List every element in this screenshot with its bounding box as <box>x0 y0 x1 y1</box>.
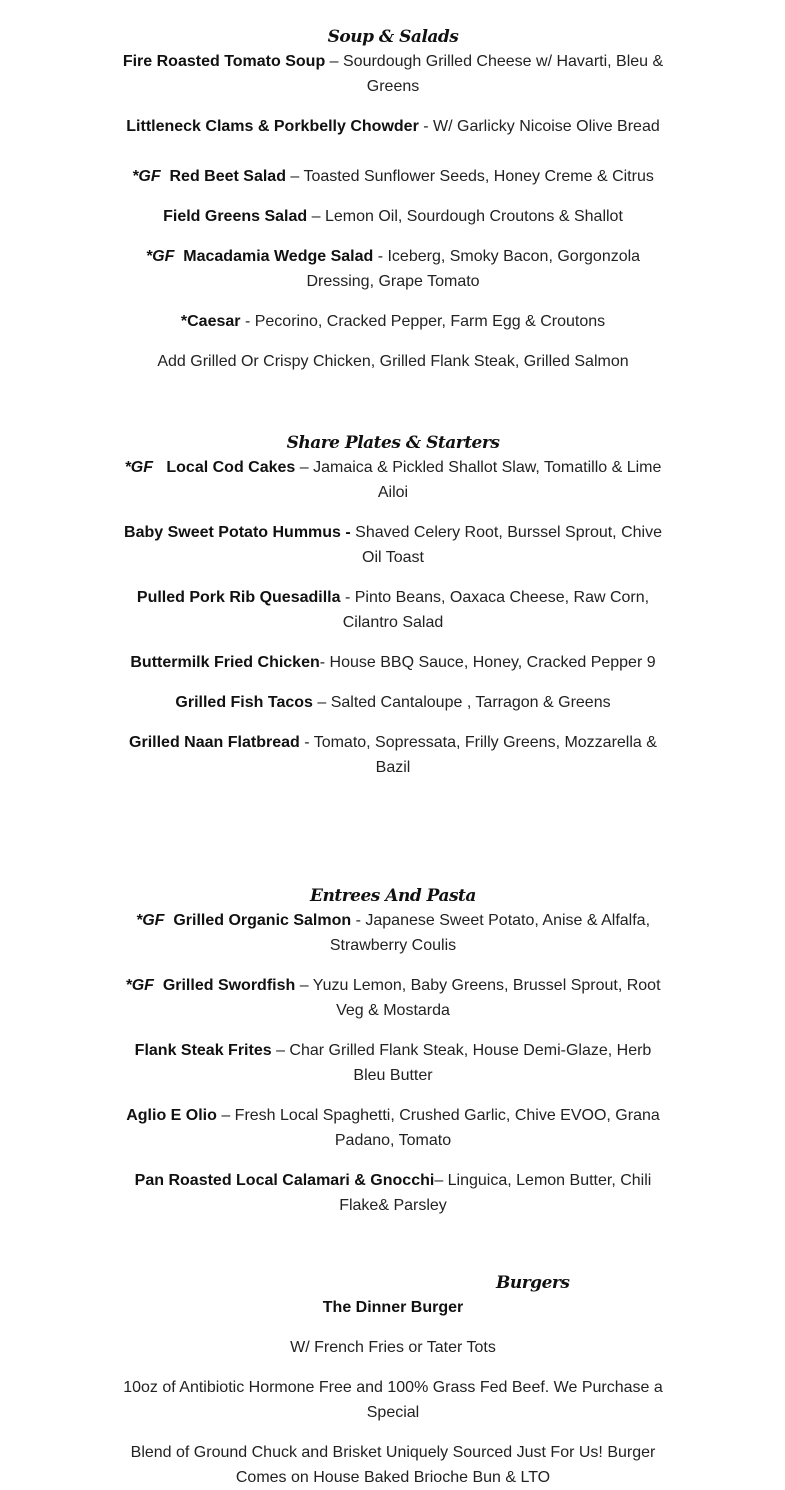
item-name: Buttermilk Fried Chicken <box>130 654 320 671</box>
item-description: – Fresh Local Spaghetti, Crushed Garlic, Chive EVOO, Grana Padano, Tomato <box>216 1107 660 1149</box>
item-description: – Jamaica & Pickled Shallot Slaw, Tomatillo & Lime Ailoi <box>295 459 662 501</box>
menu-item-note <box>118 1440 668 1490</box>
section-entrees-pasta <box>118 884 668 1214</box>
gluten-free-marker: *GF <box>135 912 165 929</box>
item-description: – Linguica, Lemon Butter, Chili Flake& Parsley <box>339 1172 652 1214</box>
menu-item <box>118 114 668 139</box>
item-description: Add Grilled Or Crispy Chicken, Grilled Flank Steak, Grilled Salmon <box>157 353 629 370</box>
menu-item <box>118 244 668 294</box>
section-title: Burgers <box>496 1273 570 1293</box>
item-name: Grilled Fish Tacos <box>175 694 313 711</box>
item-description: – Yuzu Lemon, Baby Greens, Brussel Sprout, Root Veg & Mostarda <box>295 977 661 1019</box>
item-description: – Toasted Sunflower Seeds, Honey Creme & Citrus <box>285 168 654 185</box>
item-description: – Lemon Oil, Sourdough Croutons & Shallot <box>307 208 623 225</box>
item-description: – Salted Cantaloupe , Tarragon & Greens <box>312 694 611 711</box>
gluten-free-marker: *GF <box>145 248 175 265</box>
item-description: - Japanese Sweet Potato, Anise & Alfalfa, Strawberry Coulis <box>329 912 651 954</box>
item-name: Grilled Naan Flatbread <box>129 734 300 751</box>
menu-item <box>118 204 668 229</box>
item-description: - Pinto Beans, Oaxaca Cheese, Raw Corn, Cilantro Salad <box>340 589 650 631</box>
section-title: Share Plates & Starters <box>286 433 500 453</box>
menu-item-addon <box>118 349 668 374</box>
item-name: The Dinner Burger <box>322 1299 464 1316</box>
item-name: Grilled Organic Salmon <box>173 912 352 929</box>
item-name: Red Beet Salad <box>169 168 286 185</box>
item-name: Pan Roasted Local Calamari & Gnocchi <box>134 1172 435 1189</box>
item-description: - Tomato, Sopressata, Frilly Greens, Mozzarella & Bazil <box>299 734 657 776</box>
item-name: Pulled Pork Rib Quesadilla <box>136 589 341 606</box>
menu-item <box>118 585 668 635</box>
menu-item <box>118 49 668 99</box>
item-description: W/ French Fries or Tater Tots <box>290 1339 496 1356</box>
item-description: Shaved Celery Root, Burssel Sprout, Chive Oil Toast <box>350 524 662 566</box>
item-description: - W/ Garlicky Nicoise Olive Bread <box>418 118 660 135</box>
menu-item <box>118 1103 668 1153</box>
item-description: - Pecorino, Cracked Pepper, Farm Egg & Croutons <box>240 313 606 330</box>
item-description: - Iceberg, Smoky Bacon, Gorgonzola Dressing, Grape Tomato <box>306 248 641 290</box>
section-title: Soup & Salads <box>327 27 459 47</box>
menu-item <box>118 455 668 505</box>
menu-item <box>118 1168 668 1218</box>
item-name: Grilled Swordfish <box>162 977 296 994</box>
item-description: Blend of Ground Chuck and Brisket Uniquely Sourced Just For Us! Burger Comes on House Baked Brioche Bun & LTO <box>130 1444 656 1486</box>
item-name: Littleneck Clams & Porkbelly Chowder <box>126 118 419 135</box>
item-name: *Caesar <box>180 313 241 330</box>
menu-item <box>118 908 668 958</box>
item-name: Local Cod Cakes <box>166 459 296 476</box>
menu-item <box>118 730 668 780</box>
menu-item <box>118 1038 668 1088</box>
item-name: Fire Roasted Tomato Soup <box>122 53 326 70</box>
item-description: – Char Grilled Flank Steak, House Demi-Glaze, Herb Bleu Butter <box>271 1042 652 1084</box>
section-burgers <box>118 1271 668 1486</box>
section-share-plates <box>118 431 668 776</box>
item-description: – Sourdough Grilled Cheese w/ Havarti, Bleu & Greens <box>325 53 664 95</box>
menu-item <box>118 309 668 334</box>
item-name: Macadamia Wedge Salad <box>183 248 374 265</box>
item-name: Baby Sweet Potato Hummus - <box>124 524 351 541</box>
section-title: Entrees And Pasta <box>310 886 476 906</box>
item-description: 10oz of Antibiotic Hormone Free and 100% Grass Fed Beef. We Purchase a Special <box>123 1379 663 1421</box>
menu-item-note <box>118 1375 668 1425</box>
item-name: Field Greens Salad <box>163 208 308 225</box>
menu-item <box>118 973 668 1023</box>
gluten-free-marker: *GF <box>125 977 154 994</box>
section-soup-salads <box>118 25 668 370</box>
item-description: - House BBQ Sauce, Honey, Cracked Pepper 9 <box>319 654 656 671</box>
gluten-free-marker: *GF <box>124 459 154 476</box>
item-name: Flank Steak Frites <box>134 1042 272 1059</box>
menu-item <box>118 650 668 675</box>
menu-item <box>118 1295 668 1320</box>
item-name: Aglio E Olio <box>126 1107 217 1124</box>
menu-item <box>118 164 668 189</box>
gluten-free-marker: *GF <box>132 168 161 185</box>
menu-item-note <box>118 1335 668 1360</box>
menu-item <box>118 520 668 570</box>
menu-item <box>118 690 668 715</box>
